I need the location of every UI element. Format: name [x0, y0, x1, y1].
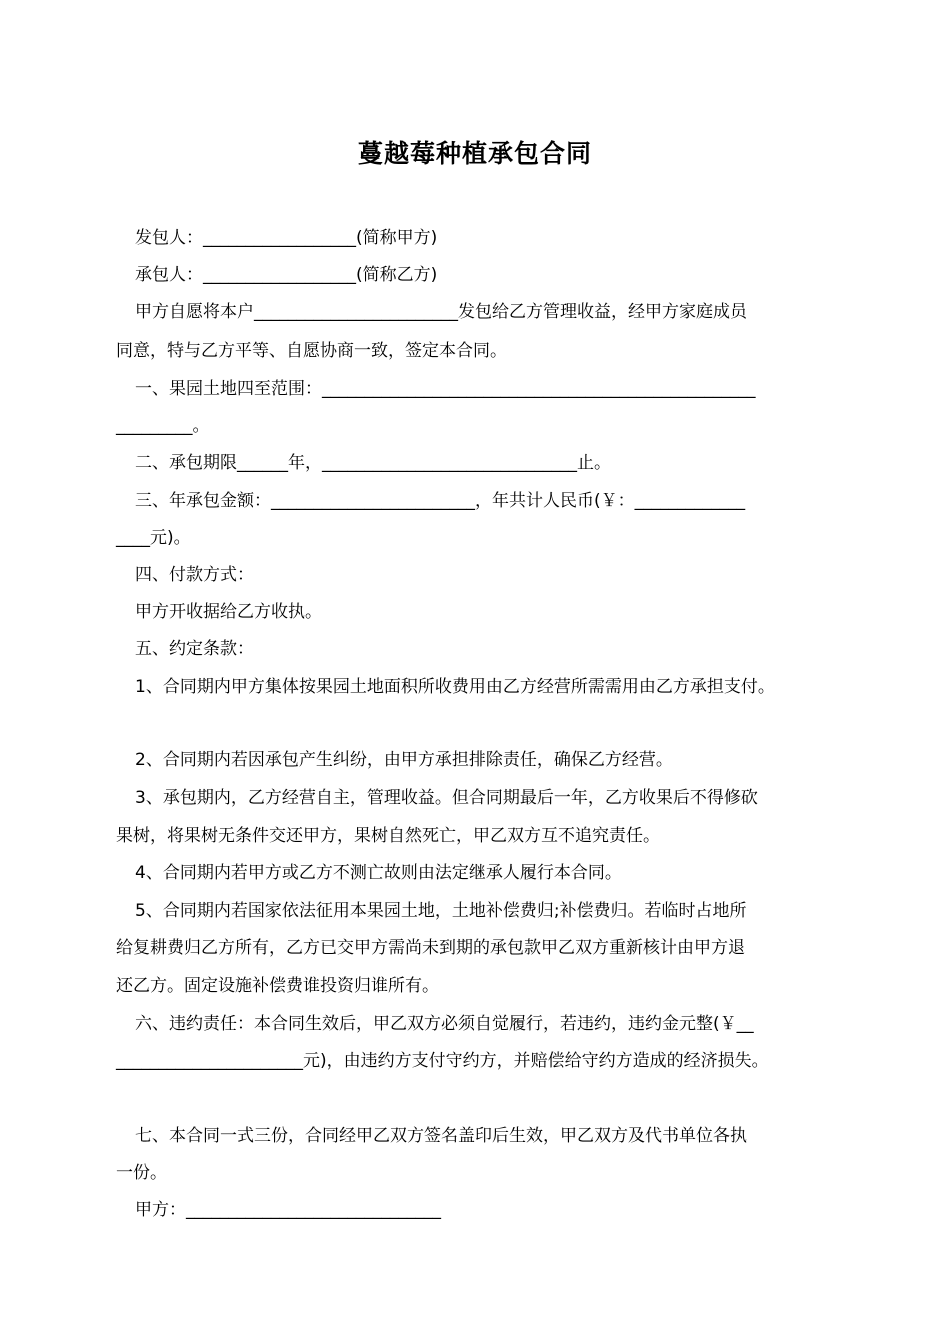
- term-5-line-1: 5、合同期内若国家依法征用本果园土地，土地补偿费归;补偿费归。若临时占地所: [135, 901, 747, 921]
- term-4-line: 4、合同期内若甲方或乙方不测亡故则由法定继承人履行本合同。: [135, 863, 622, 883]
- clause-1-line-1: 一、果园土地四至范围：___________________________________________________: [135, 379, 756, 399]
- term-5-line-3: 还乙方。固定设施补偿费谁投资归谁所有。: [116, 976, 439, 996]
- term-5-line-2: 给复耕费归乙方所有，乙方已交甲方需尚未到期的承包款甲乙双方重新核计由甲方退: [116, 938, 745, 958]
- party-a-signature-line: 甲方：______________________________: [135, 1200, 441, 1220]
- party-b-line: 承包人：__________________(简称乙方): [135, 265, 438, 285]
- term-3-line-1: 3、承包期内，乙方经营自主，管理收益。但合同期最后一年，乙方收果后不得修砍: [135, 788, 758, 808]
- intro-line-2: 同意，特与乙方平等、自愿协商一致，签定本合同。: [116, 341, 507, 361]
- document-title: 蔓越莓种植承包合同: [357, 139, 592, 168]
- clause-1-line-2: _________。: [116, 416, 210, 436]
- clause-4-heading: 四、付款方式：: [135, 565, 254, 585]
- clause-7-line-1: 七、本合同一式三份，合同经甲乙双方签名盖印后生效，甲乙双方及代书单位各执: [135, 1126, 747, 1146]
- clause-6-line-1: 六、违约责任：本合同生效后，甲乙双方必须自觉履行，若违约，违约金元整(￥__: [135, 1014, 754, 1034]
- term-3-line-2: 果树，将果树无条件交还甲方，果树自然死亡，甲乙双方互不追究责任。: [116, 826, 660, 846]
- clause-2-line: 二、承包期限______年，______________________________止。: [135, 453, 611, 473]
- clause-3-line-1: 三、年承包金额：________________________，年共计人民币(￥：_____________: [135, 491, 746, 511]
- clause-5-heading: 五、约定条款：: [135, 639, 254, 659]
- clause-6-line-2: ______________________元)，由违约方支付守约方，并赔偿给守约方造成的经济损失。: [116, 1051, 769, 1071]
- party-a-line: 发包人：__________________(简称甲方): [135, 228, 438, 248]
- term-1-line: 1、合同期内甲方集体按果园土地面积所收费用由乙方经营所需需用由乙方承担支付。: [135, 677, 775, 697]
- clause-3-line-2: ____元)。: [116, 528, 191, 548]
- clause-7-line-2: 一份。: [116, 1163, 167, 1183]
- term-2-line: 2、合同期内若因承包产生纠纷，由甲方承担排除责任，确保乙方经营。: [135, 750, 673, 770]
- intro-line-1: 甲方自愿将本户________________________发包给乙方管理收益，经甲方家庭成员: [135, 302, 747, 322]
- clause-4-body: 甲方开收据给乙方收执。: [135, 602, 322, 622]
